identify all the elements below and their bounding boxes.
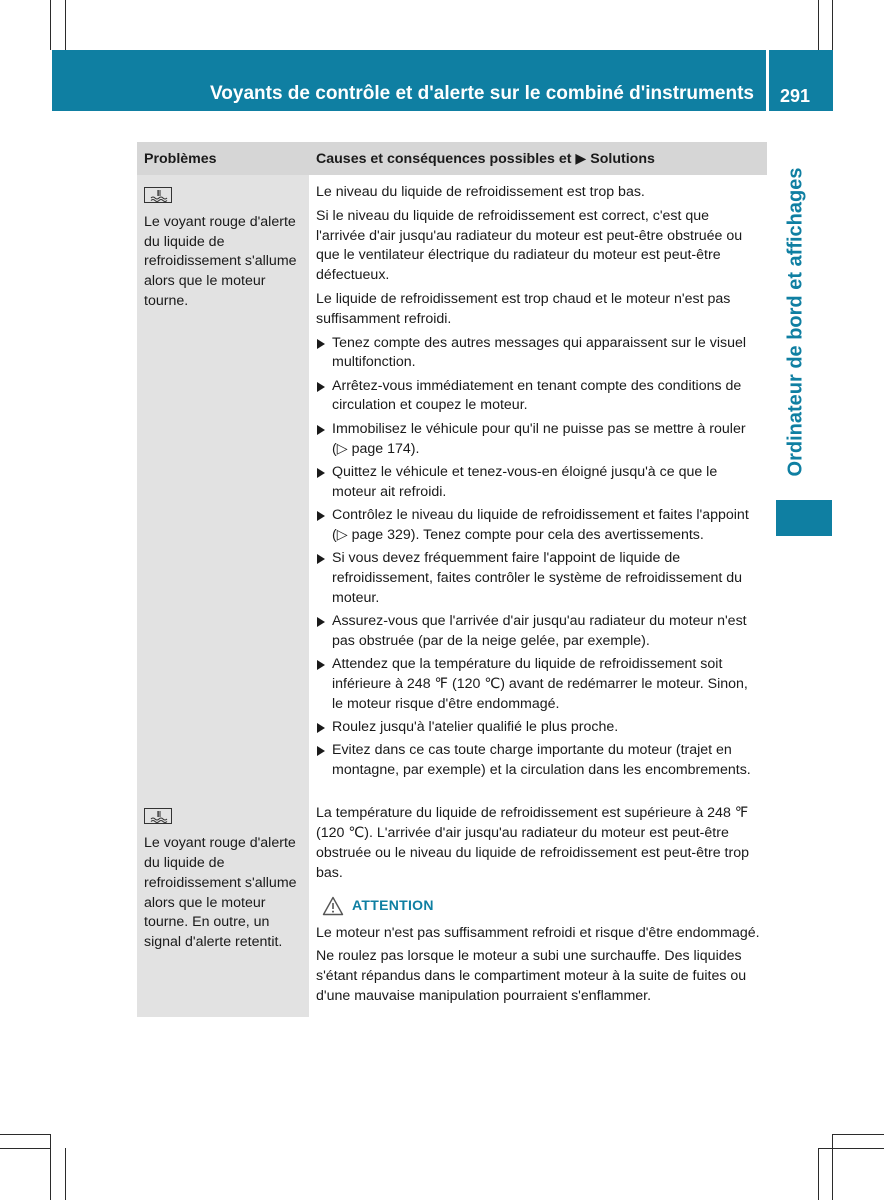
table-header-row xyxy=(137,142,767,175)
table-row xyxy=(137,175,767,790)
crop-mark xyxy=(0,1134,50,1135)
page-title: Voyants de contrôle et d'alerte sur le combiné d'instruments xyxy=(210,83,754,104)
list-item: Roulez jusqu'à l'atelier qualifié le plus proche. xyxy=(316,718,760,738)
problem-text: Le voyant rouge d'alerte du liquide de refroidissement s'allume alors que le moteur tourne. En outre, un signal d'alerte retentit. xyxy=(144,835,297,951)
warning-header xyxy=(322,896,760,916)
crop-mark xyxy=(50,1134,51,1200)
warning-label: ATTENTION xyxy=(352,896,434,913)
crop-mark xyxy=(832,1134,884,1135)
page-header xyxy=(52,50,766,111)
troubleshooting-table xyxy=(137,142,767,1017)
solution-cell xyxy=(309,796,767,1016)
warning-paragraph: Le moteur n'est pas suffisamment refroidi et risque d'être endommagé. xyxy=(316,924,760,941)
list-item: Tenez compte des autres messages qui apparaissent sur le visuel multifonction. xyxy=(316,334,760,374)
table-row xyxy=(137,796,767,1016)
coolant-temperature-icon xyxy=(144,808,172,824)
crop-mark xyxy=(65,0,66,50)
problem-cell xyxy=(137,796,309,1016)
page-number: 291 xyxy=(780,86,811,106)
header-causes: Causes et conséquences possibles et ▶ Solutions xyxy=(309,142,767,175)
list-item: Immobilisez le véhicule pour qu'il ne puisse pas se mettre à rouler (▷ page 174). xyxy=(316,420,760,460)
solution-cell xyxy=(309,175,767,790)
crop-mark xyxy=(818,0,819,50)
crop-mark xyxy=(65,1148,66,1200)
problem-text: Le voyant rouge d'alerte du liquide de refroidissement s'allume alors que le moteur tourne. xyxy=(144,213,297,309)
crop-mark xyxy=(832,0,833,50)
crop-mark xyxy=(818,1148,884,1149)
solution-list xyxy=(316,334,760,781)
cause-paragraph: La température du liquide de refroidissement est supérieure à 248 ℉ (120 ℃). L'arrivée d'air jusqu'au radiateur du moteur est peut-être obstruée ou le niveau du liquide de refroidissement est peut-être trop bas. xyxy=(316,805,749,881)
crop-mark xyxy=(50,0,51,50)
header-problems: Problèmes xyxy=(137,142,309,175)
crop-mark xyxy=(818,1148,819,1200)
crop-mark xyxy=(832,1134,833,1200)
list-item: Si vous devez fréquemment faire l'appoint de liquide de refroidissement, faites contrôler le système de refroidissement du moteur. xyxy=(316,549,760,608)
cause-paragraph: Si le niveau du liquide de refroidissement est correct, c'est que l'arrivée d'air jusqu'au radiateur du moteur est peut-être obstruée ou que le ventilateur électrique du radiateur du moteur est peut-être défectueux. xyxy=(316,207,743,284)
list-item: Quittez le véhicule et tenez-vous-en éloigné jusqu'à ce que le moteur ait refroidi. xyxy=(316,463,760,503)
list-item: Arrêtez-vous immédiatement en tenant compte des conditions de circulation et coupez le moteur. xyxy=(316,377,760,417)
warning-paragraph: Ne roulez pas lorsque le moteur a subi une surchauffe. Des liquides s'étant répandus dans le compartiment moteur à la suite de fuites ou d'une mauvaise manipulation pourraient s'enflammer. xyxy=(316,948,747,1004)
section-tab xyxy=(776,152,816,492)
list-item: Assurez-vous que l'arrivée d'air jusqu'au radiateur du moteur n'est pas obstruée (par de la neige gelée, par exemple). xyxy=(316,612,760,652)
problem-cell xyxy=(137,175,309,790)
page-number-box xyxy=(769,50,833,111)
section-marker xyxy=(776,500,832,536)
cause-paragraph: Le niveau du liquide de refroidissement est trop bas. xyxy=(316,184,645,200)
warning-triangle-icon xyxy=(322,896,344,916)
list-item: Contrôlez le niveau du liquide de refroidissement et faites l'appoint (▷ page 329). Tenez compte pour cela des avertissements. xyxy=(316,506,760,546)
crop-mark xyxy=(0,1148,50,1149)
section-tab-label: Ordinateur de bord et affichages xyxy=(784,167,807,477)
list-item: Evitez dans ce cas toute charge importante du moteur (trajet en montagne, par exemple) et la circulation dans les encombrements. xyxy=(316,741,760,781)
cause-paragraph: Le liquide de refroidissement est trop chaud et le moteur n'est pas suffisamment refroidi. xyxy=(316,290,731,327)
coolant-temperature-icon xyxy=(144,187,172,203)
list-item: Attendez que la température du liquide de refroidissement soit inférieure à 248 ℉ (120 ℃) avant de redémarrer le moteur. Sinon, le moteur risque d'être endommagé. xyxy=(316,655,760,714)
